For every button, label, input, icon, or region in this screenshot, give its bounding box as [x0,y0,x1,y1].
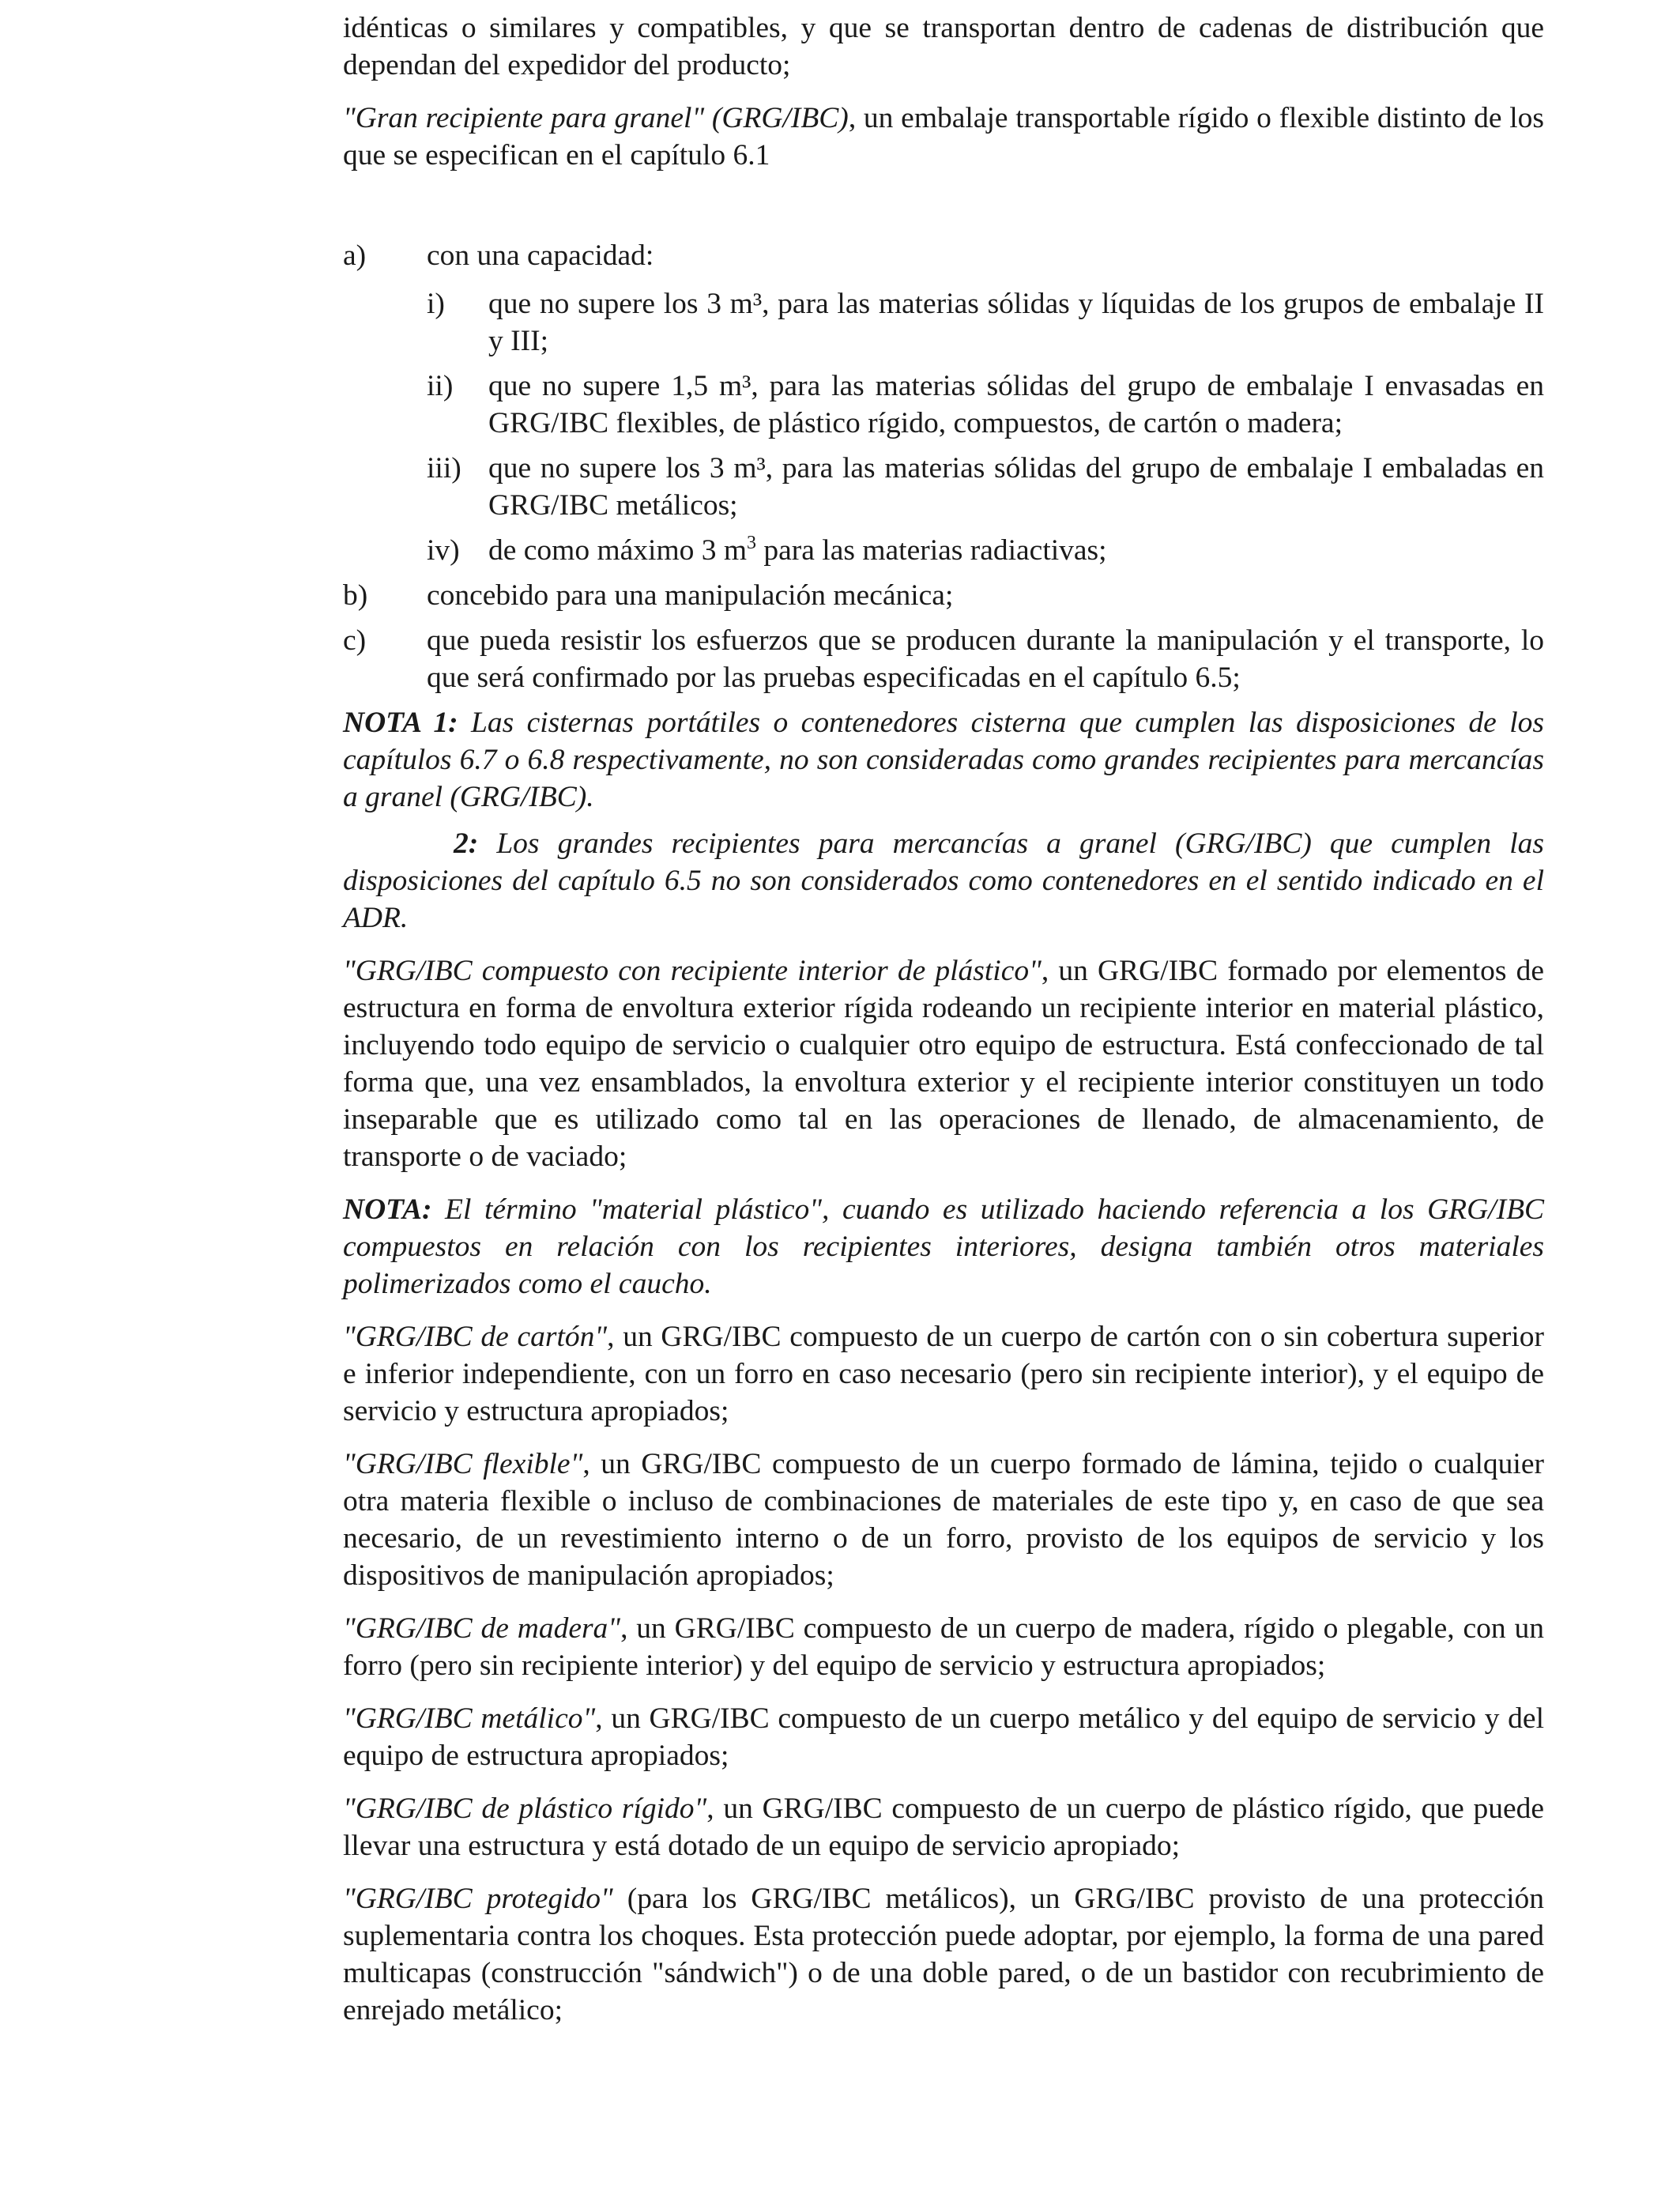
sublist-label-iii: iii) [427,452,461,484]
madera-definition [343,1610,1544,1684]
note-3 [343,1191,1544,1302]
sublist-text-i: que no supere los 3 m³, para las materias sólidas y líquidas de los grupos de embalaje II y III; [488,288,1544,357]
sublist-item-ii [427,368,1544,442]
metalico-definition [343,1700,1544,1774]
plastico-term: "GRG/IBC de plástico rígido" [343,1793,707,1825]
plastico-definition [343,1790,1544,1864]
sublist-item-iv [427,532,1544,569]
superscript: 3 [747,533,757,553]
protegido-term: "GRG/IBC protegido" [343,1883,613,1915]
note-2-text: Los grandes recipientes para mercancías a granel (GRG/IBC) que cumplen las disposiciones del capítulo 6.5 no son considerados como contenedores en el sentido indicado en el ADR. [343,827,1544,934]
list-item-a [343,237,1544,274]
flexible-definition [343,1446,1544,1594]
note-1-label: NOTA 1: [343,707,458,739]
madera-text: , un GRG/IBC compuesto de un cuerpo de madera, rígido o plegable, con un forro (pero sin recipiente interior) y del equipo de servicio y estructura apropiados; [343,1612,1544,1682]
plastico-text: , un GRG/IBC compuesto de un cuerpo de plástico rígido, que puede llevar una estructura y está dotado de un equipo de servicio apropiado; [343,1793,1544,1862]
sublist-item-iii [427,450,1544,524]
sublist-label-iv: iv) [427,534,460,567]
list-text-c: que pueda resistir los esfuerzos que se producen durante la manipulación y el transporte, lo que será confirmado por las pruebas especificadas en el capítulo 6.5; [427,624,1544,694]
sublist-text-iv-before: de como máximo 3 m [488,534,748,567]
compuesto-text: , un GRG/IBC formado por elementos de estructura en forma de envoltura exterior rígida rodeando un recipiente interior en material plástico, incluyendo todo equipo de servicio o cualquier otro equipo de estructura. Está confeccionado de tal forma que, una vez ensamblados, la envoltura exterior y el recipiente interior constituyen un todo inseparable que es utilizado como tal en las operaciones de llenado, de almacenamiento, de transporte o de vaciado; [343,955,1544,1173]
sublist-text-iii: que no supere los 3 m³, para las materias sólidas del grupo de embalaje I embaladas en GRG/IBC metálicos; [488,452,1544,522]
note-3-label: NOTA: [343,1193,432,1226]
compuesto-term: "GRG/IBC compuesto con recipiente interior de plástico" [343,955,1042,987]
list-text-b: concebido para una manipulación mecánica; [427,579,954,612]
intro-paragraph [343,9,1544,84]
list-label-b: b) [343,579,368,612]
flexible-text: , un GRG/IBC compuesto de un cuerpo formado de lámina, tejido o cualquier otra materia flexible o incluso de combinaciones de materiales de este tipo y, en caso de que sea necesario, de un revestimiento interno o de un forro, provisto de los equipos de servicio y los dispositivos de manipulación apropiados; [343,1448,1544,1592]
flexible-term: "GRG/IBC flexible" [343,1448,583,1480]
compuesto-definition [343,952,1544,1175]
sublist-text-iv-after: para las materias radiactivas; [756,534,1107,567]
carton-term: "GRG/IBC de cartón" [343,1321,608,1353]
protegido-text: (para los GRG/IBC metálicos), un GRG/IBC provisto de una protección suplementaria contra los choques. Esta protección puede adoptar, por ejemplo, la forma de una pared multicapas (construcción "sándwich") o de una doble pared, o de un bastidor con recubrimiento de enrejado metálico; [343,1883,1544,2026]
protegido-definition [343,1880,1544,2029]
grg-term: "Gran recipiente para granel" (GRG/IBC) [343,102,849,134]
madera-term: "GRG/IBC de madera" [343,1612,621,1645]
sublist-text-iv [488,532,1544,569]
carton-definition [343,1318,1544,1430]
sublist-label-ii: ii) [427,370,454,402]
note-1 [343,704,1544,816]
grg-definition-text: , un embalaje transportable rígido o flexible distinto de los que se especifican en el capítulo 6.1 [343,102,1545,172]
note-1-text: Las cisternas portátiles o contenedores cisterna que cumplen las disposiciones de los capítulos 6.7 o 6.8 respectivamente, no son consideradas como grandes recipientes para mercancías a granel (GRG/IBC). [343,707,1544,813]
list-item-c [343,622,1544,696]
sublist-label-i: i) [427,288,445,320]
metalico-term: "GRG/IBC metálico" [343,1702,596,1735]
metalico-text: , un GRG/IBC compuesto de un cuerpo metálico y del equipo de servicio y del equipo de estructura apropiados; [343,1702,1544,1772]
grg-definition [343,100,1544,174]
list-item-b [343,577,1544,614]
intro-text: idénticas o similares y compatibles, y que se transportan dentro de cadenas de distribución que dependan del expedidor del producto; [343,12,1544,81]
list-label-c: c) [343,624,367,657]
note-2 [343,825,1544,937]
page-content [343,9,1544,2045]
sublist-item-i [427,285,1544,360]
note-3-text: El término "material plástico", cuando es utilizado haciendo referencia a los GRG/IBC compuestos en relación con los recipientes interiores, designa también otros materiales polimerizados como el caucho. [343,1193,1544,1300]
list-text-a: con una capacidad: [427,239,654,272]
list-label-a: a) [343,239,367,272]
carton-text: , un GRG/IBC compuesto de un cuerpo de cartón con o sin cobertura superior e inferior independiente, con un forro en caso necesario (pero sin recipiente interior), y el equipo de servicio y estructura apropiados; [343,1321,1544,1427]
capacity-sublist [427,285,1544,569]
note-2-label: 2: [454,827,479,860]
sublist-text-ii: que no supere 1,5 m³, para las materias sólidas del grupo de embalaje I envasadas en GRG/IBC flexibles, de plástico rígido, compuestos, de cartón o madera; [488,370,1544,439]
